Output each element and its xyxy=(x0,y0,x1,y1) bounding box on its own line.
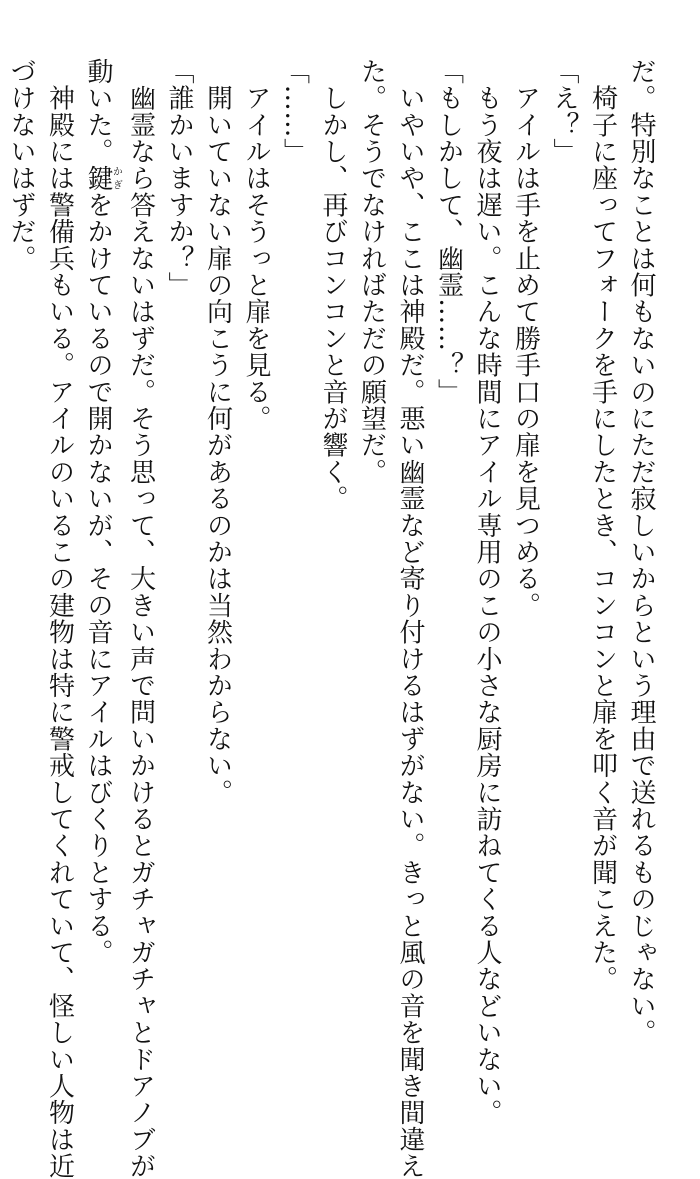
text-line: 椅子に座ってフォークを手にしたとき、コンコンと扉を叩く音が聞こえた。 xyxy=(587,58,618,993)
text-line: アイルはそうっと扉を見る。 xyxy=(241,58,271,432)
vertical-text-body xyxy=(6,58,660,1179)
text-line: 「もしかして、幽霊……？」 xyxy=(433,58,464,406)
ruby-annotation: 鍵かぎ xyxy=(83,164,122,192)
text-line: 開いていない扉の向こうに何があるのかは当然わからない。 xyxy=(202,58,233,806)
text-line: だ。特別なことは何もないのにただ寂しいからという理由で送れるものじゃない。 xyxy=(626,58,656,1046)
furigana-reading: かぎ xyxy=(110,164,122,192)
text-line: 「誰かいますか？」 xyxy=(164,58,194,299)
text-line: 神殿には警備兵もいる。アイルのいるこの建物は特に警戒してくれていて、怪しい人物は近 xyxy=(44,58,75,1179)
text-line: アイルは手を止めて勝手口の扉を見つめる。 xyxy=(510,58,541,619)
text-line: 「……」 xyxy=(279,58,310,165)
text-line: 幽霊なら答えないはずだ。そう思って、大きい声で問いかけるとガチャガチャとドアノブが xyxy=(125,58,156,1179)
text-line: 動いた。鍵かぎをかけているので開かないが、その音にアイルはびくりとする。 xyxy=(83,58,122,966)
text-line: 「え？」 xyxy=(549,58,579,165)
text-line: もう夜は遅い。こんな時間にアイル専用のこの小さな厨房に訪ねてくる人などいない。 xyxy=(472,58,502,1126)
text-line: いやいや、ここは神殿だ。悪い幽霊など寄り付けるはずがない。きっと風の音を聞き間違え xyxy=(395,58,425,1179)
text-line: た。そうでなければただの願望だ。 xyxy=(356,58,387,486)
text-line: しかし、再びコンコンと音が響く。 xyxy=(318,58,348,512)
text-line: づけないはずだ。 xyxy=(6,58,36,272)
